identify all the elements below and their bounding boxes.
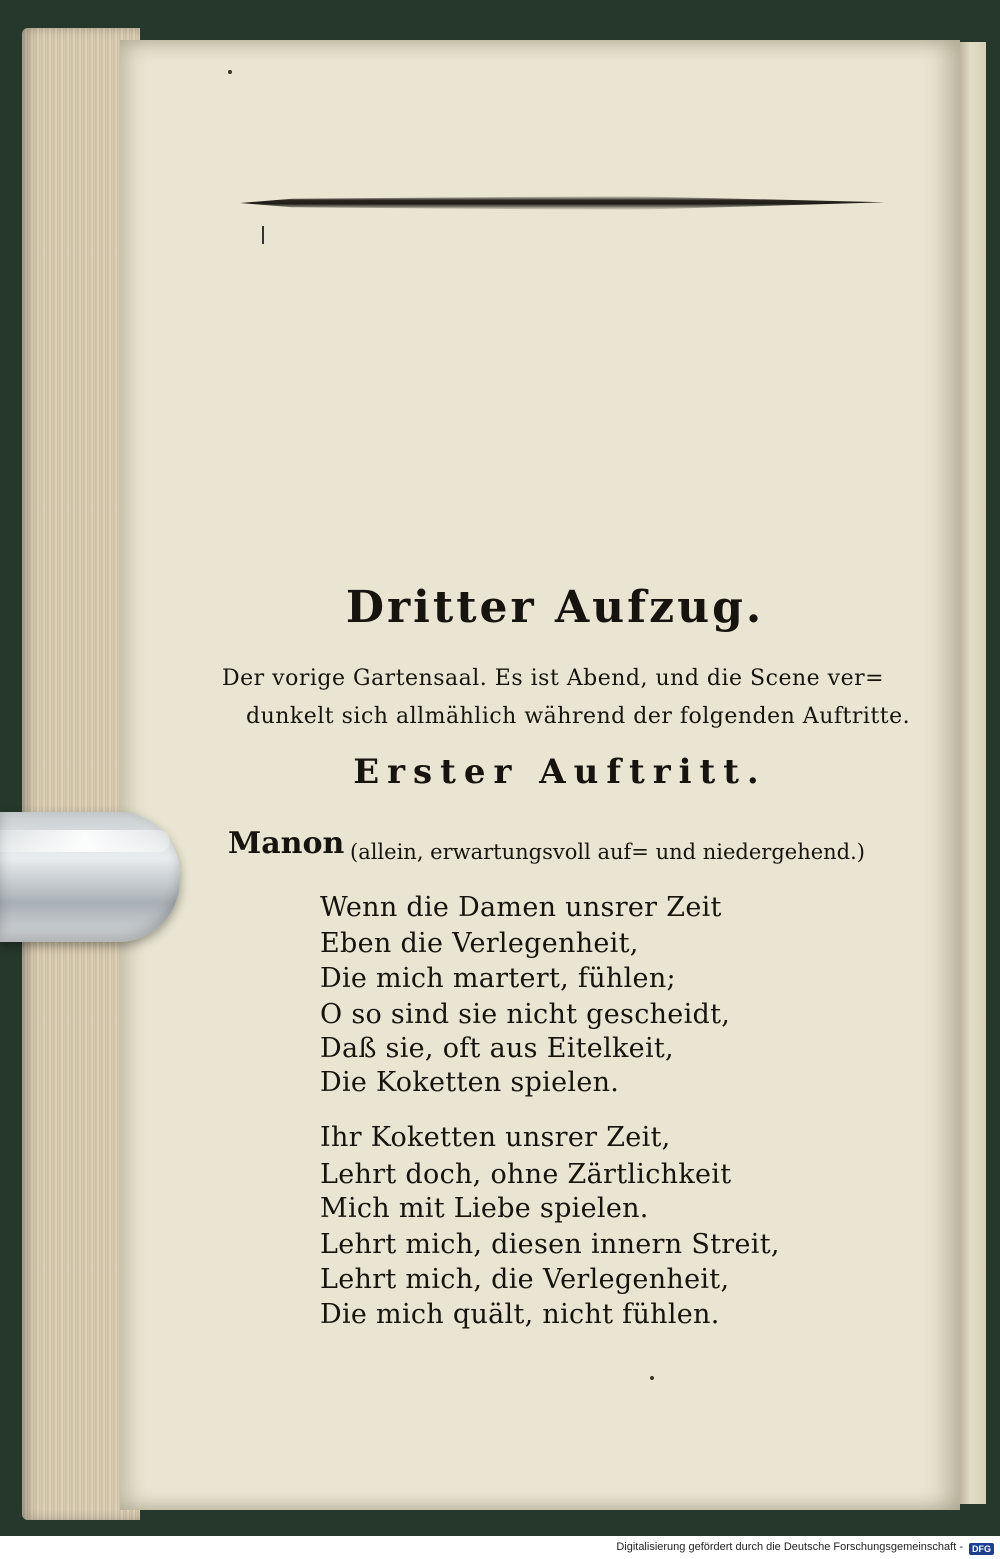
clip-highlight [0,830,170,852]
digitization-footer [0,1536,1000,1559]
verse-line: Eben die Verlegenheit, [320,928,639,959]
verse-line: Lehrt mich, die Verlegenheit, [320,1264,730,1295]
verse-line: Lehrt doch, ohne Zärtlichkeit [320,1159,732,1190]
stage-direction-line-1: Der vorige Gartensaal. Es ist Abend, und die Scene ver= [222,666,885,691]
verse-line: Daß sie, oft aus Eitelkeit, [320,1033,674,1064]
speaker-direction: (allein, erwartungsvoll auf= und niedergehend.) [350,840,865,864]
verse-line: Die Koketten spielen. [320,1067,620,1098]
dfg-logo-icon: DFG [969,1543,994,1555]
verse-line: Die mich martert, fühlen; [320,963,676,994]
margin-mark [262,226,264,244]
verse-line: Die mich quält, nicht fühlen. [320,1299,720,1330]
speaker-name: Manon [228,826,345,861]
verse-line: Ihr Koketten unsrer Zeit, [320,1122,671,1153]
verse-line: Lehrt mich, diesen innern Streit, [320,1229,780,1260]
footer-credit: Digitalisierung gefördert durch die Deutsche Forschungsgemeinschaft - [616,1541,963,1553]
stage-direction-line-2: dunkelt sich allmählich während der folgenden Auftritte. [246,704,911,729]
ink-spot [650,1376,654,1380]
verse-line: Mich mit Liebe spielen. [320,1193,649,1224]
scene-title: Erster Auftritt. [353,752,767,792]
verse-line: Wenn die Damen unsrer Zeit [320,892,722,923]
act-title: Dritter Aufzug. [345,582,765,633]
ink-spot [228,70,232,74]
verse-line: O so sind sie nicht gescheidt, [320,999,731,1030]
